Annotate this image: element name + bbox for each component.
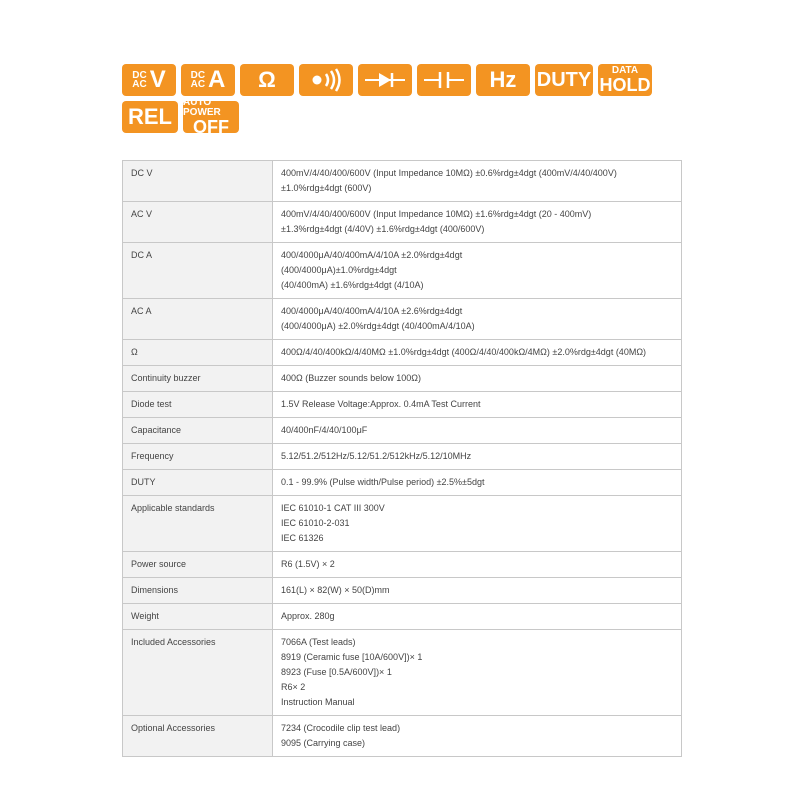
rel-icon	[122, 101, 178, 133]
spec-value	[273, 444, 682, 470]
spec-value-line: R6 (1.5V) × 2	[281, 559, 335, 569]
spec-value	[273, 604, 682, 630]
spec-value	[273, 340, 682, 366]
spec-value-line: Instruction Manual	[281, 697, 355, 707]
icon-bottom-text: HOLD	[599, 75, 651, 95]
spec-label: Dimensions	[123, 578, 273, 604]
spec-label: AC A	[123, 299, 273, 340]
icon-text: DUTY	[536, 68, 592, 91]
spec-row	[123, 299, 682, 340]
spec-value	[273, 418, 682, 444]
spec-label: Weight	[123, 604, 273, 630]
spec-value-line: 400mV/4/40/400/600V (Input Impedance 10MΩ) ±1.6%rdg±4dgt (20 - 400mV)	[281, 209, 592, 219]
diode-icon	[358, 64, 412, 96]
spec-value-line: 400mV/4/40/400/600V (Input Impedance 10MΩ) ±0.6%rdg±4dgt (400mV/4/40/400V)	[281, 168, 617, 178]
spec-row	[123, 470, 682, 496]
spec-label: Ω	[123, 340, 273, 366]
two-line-label	[600, 66, 651, 94]
dcac-label	[132, 71, 146, 89]
spec-row	[123, 392, 682, 418]
spec-value	[273, 630, 682, 716]
icon-top-text: AUTO POWER	[183, 97, 221, 118]
spec-value-line: 0.1 - 99.9% (Pulse width/Pulse period) ±2.5%±5dgt	[281, 477, 485, 487]
spec-value	[273, 366, 682, 392]
spec-table	[122, 160, 682, 757]
spec-value	[273, 161, 682, 202]
spec-value-line: ±1.0%rdg±4dgt (600V)	[281, 183, 372, 193]
spec-value	[273, 299, 682, 340]
icon-text: Ω	[258, 67, 276, 92]
spec-value-line: 40/400nF/4/40/100μF	[281, 425, 368, 435]
spec-value-line: IEC 61010-2-031	[281, 518, 350, 528]
spec-value-line: ±1.3%rdg±4dgt (4/40V) ±1.6%rdg±4dgt (400/600V)	[281, 224, 485, 234]
spec-value-line: 1.5V Release Voltage:Approx. 0.4mA Test Current	[281, 399, 481, 409]
auto-power-off-icon	[183, 97, 239, 137]
spec-value-line: 5.12/51.2/512Hz/5.12/51.2/512kHz/5.12/10MHz	[281, 451, 472, 461]
icon-text: Hz	[489, 67, 517, 92]
spec-value-line: R6× 2	[281, 682, 306, 692]
spec-label: Power source	[123, 552, 273, 578]
capacitor-icon	[417, 64, 471, 96]
spec-value	[273, 578, 682, 604]
duty-icon	[535, 64, 593, 96]
spec-row	[123, 604, 682, 630]
spec-value-line: (40/400mA) ±1.6%rdg±4dgt (4/10A)	[281, 280, 424, 290]
spec-value-line: (400/4000μA)±1.0%rdg±4dgt	[281, 265, 397, 275]
spec-value-line: 8919 (Ceramic fuse [10A/600V])× 1	[281, 652, 423, 662]
two-line-label	[183, 98, 239, 136]
spec-row	[123, 552, 682, 578]
spec-row	[123, 444, 682, 470]
function-icons	[122, 64, 682, 138]
spec-value-line: 400Ω (Buzzer sounds below 100Ω)	[281, 373, 422, 383]
spec-value-line: IEC 61326	[281, 533, 324, 543]
ohm-icon	[240, 64, 294, 96]
spec-label: Continuity buzzer	[123, 366, 273, 392]
spec-value	[273, 716, 682, 757]
icon-row-1	[122, 64, 682, 96]
spec-row	[123, 366, 682, 392]
spec-value	[273, 202, 682, 243]
dcac-a-icon	[181, 64, 235, 96]
icon-text: REL	[128, 104, 172, 129]
spec-value-line: 400Ω/4/40/400kΩ/4/40MΩ ±1.0%rdg±4dgt (400Ω/4/40/400kΩ/4MΩ) ±2.0%rdg±4dgt (40MΩ)	[281, 347, 647, 357]
dcac-text: AC	[132, 79, 147, 90]
spec-value-line: 8923 (Fuse [0.5A/600V])× 1	[281, 667, 392, 677]
spec-label: Diode test	[123, 392, 273, 418]
spec-value-line: 161(L) × 82(W) × 50(D)mm	[281, 585, 390, 595]
dcac-text: DC	[190, 70, 206, 81]
spec-row	[123, 340, 682, 366]
spec-label: Applicable standards	[123, 496, 273, 552]
dcac-text: DC	[132, 70, 147, 81]
spec-label: Frequency	[123, 444, 273, 470]
unit-letter: V	[149, 66, 166, 93]
dcac-text: AC	[190, 79, 206, 90]
spec-value	[273, 552, 682, 578]
dcac-v-icon	[122, 64, 176, 96]
spec-label: Included Accessories	[123, 630, 273, 716]
spec-value	[273, 470, 682, 496]
spec-value	[273, 243, 682, 299]
spec-value-line: (400/4000μA) ±2.0%rdg±4dgt (40/400mA/4/10A)	[281, 321, 475, 331]
hz-icon	[476, 64, 530, 96]
spec-value	[273, 392, 682, 418]
spec-row	[123, 716, 682, 757]
spec-label: DUTY	[123, 470, 273, 496]
icon-bottom-text: OFF	[193, 117, 229, 137]
data-hold-icon	[598, 64, 652, 96]
spec-value-line: Approx. 280g	[281, 611, 335, 621]
icon-row-2	[122, 97, 682, 137]
spec-row	[123, 578, 682, 604]
dcac-label	[191, 71, 205, 89]
spec-value-line: IEC 61010-1 CAT III 300V	[281, 503, 385, 513]
spec-label: Optional Accessories	[123, 716, 273, 757]
spec-value-line: 400/4000μA/40/400mA/4/10A ±2.6%rdg±4dgt	[281, 306, 463, 316]
spec-row	[123, 496, 682, 552]
spec-value-line: 7066A (Test leads)	[281, 637, 356, 647]
spec-label: Capacitance	[123, 418, 273, 444]
continuity-icon	[299, 64, 353, 96]
spec-value-line: 9095 (Carrying case)	[281, 738, 366, 748]
spec-label: DC A	[123, 243, 273, 299]
spec-row	[123, 243, 682, 299]
spec-value-line: 7234 (Crocodile clip test lead)	[281, 723, 401, 733]
spec-row	[123, 630, 682, 716]
spec-row	[123, 202, 682, 243]
icon-top-text: DATA	[611, 65, 639, 76]
spec-row	[123, 418, 682, 444]
spec-row	[123, 161, 682, 202]
unit-letter: A	[208, 66, 226, 93]
spec-value-line: 400/4000μA/40/400mA/4/10A ±2.0%rdg±4dgt	[281, 250, 463, 260]
spec-label: DC V	[123, 161, 273, 202]
spec-value	[273, 496, 682, 552]
spec-label: AC V	[123, 202, 273, 243]
